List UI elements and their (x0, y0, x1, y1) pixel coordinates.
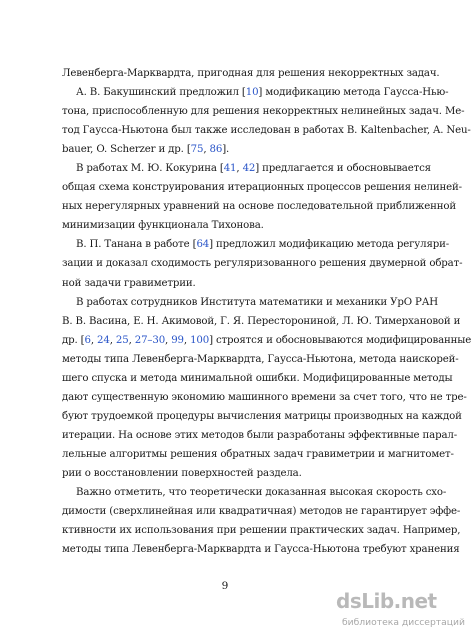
text-line: ной задачи гравиметрии. (62, 277, 196, 289)
text-line: общая схема конструирования итерационных процессов решения нелиней- (62, 182, 462, 194)
citation-link[interactable]: 10 (245, 87, 259, 99)
text-line: др. [6, 24, 25, 27–30, 99, 100] строятся и обосновываются модифицированные (62, 334, 471, 346)
text-line: В работах М. Ю. Кокурина [41, 42] предлагается и обосновывается (76, 163, 431, 175)
citation-link[interactable]: 75 (190, 144, 204, 156)
text-line: ных нерегулярных уравнений на основе последовательной приближенной (62, 201, 456, 213)
page-number: 9 (221, 580, 229, 592)
citation-link[interactable]: 42 (242, 163, 256, 175)
text-line: тона, приспособленную для решения некорректных нелинейных задач. Ме- (62, 106, 465, 118)
text-line: Левенберга-Марквардта, пригодная для решения некорректных задач. (62, 68, 440, 79)
text-line: минимизации функционала Тихонова. (62, 220, 264, 232)
citation-link[interactable]: 64 (196, 239, 210, 251)
watermark-logo: dsLib.net (336, 589, 437, 613)
text-line: В работах сотрудников Института математики и механики УрО РАН (76, 296, 439, 308)
citation-link[interactable]: 99 (171, 334, 184, 346)
text-line: рии о восстановлении поверхностей раздела. (62, 467, 302, 479)
citation-link[interactable]: 25 (115, 334, 129, 346)
text-line: димости (сверхлинейная или квадратичная) методов не гарантирует эффе- (62, 506, 461, 518)
text-line: буют трудоемкой процедуры вычисления матрицы производных на каждой (62, 410, 462, 422)
body-text (62, 64, 471, 559)
text-line: В. П. Танана в работе [64] предложил модификацию метода регуляри- (76, 239, 450, 251)
text-line: итерации. На основе этих методов были разработаны эффективные парал- (62, 429, 457, 441)
text-line: методы типа Левенберга-Марквардта и Гаусса-Ньютона требуют хранения (62, 544, 460, 556)
text-line: зации и доказал сходимость регуляризованного решения двумерной обрат- (62, 258, 463, 270)
citation-link[interactable]: 86 (209, 144, 223, 156)
text-line: дают существенную экономию машинного времени за счет того, что не тре- (62, 391, 467, 403)
citation-link[interactable]: 100 (190, 334, 210, 346)
text-line: шего спуска и метода минимальной ошибки. Модифицированные методы (62, 372, 453, 384)
citation-link[interactable]: 24 (97, 334, 110, 346)
text-line: тод Гаусса-Ньютона был также исследован в работах B. Kaltenbacher, A. Neu- (62, 125, 471, 137)
citation-link[interactable]: 27–30 (134, 334, 166, 346)
watermark-subtitle: библиотека диссертаций (342, 617, 465, 628)
text-line: bauer, O. Scherzer и др. [75, 86]. (62, 144, 230, 156)
text-line: лельные алгоритмы решения обратных задач гравиметрии и магнитомет- (62, 448, 454, 460)
citation-link[interactable]: 41 (223, 163, 237, 175)
text-line: Важно отметить, что теоретически доказанная высокая скорость схо- (76, 487, 447, 499)
watermark (336, 589, 465, 633)
text-line: методы типа Левенберга-Марквардта, Гаусса-Ньютона, метода наискорей- (62, 353, 459, 365)
text-line: В. В. Васина, Е. Н. Акимовой, Г. Я. Пересторониной, Л. Ю. Тимерхановой и (62, 315, 461, 327)
text-line: ктивности их использования при решении практических задач. Например, (62, 525, 461, 537)
citation-link[interactable]: 6 (84, 334, 91, 346)
text-line: А. В. Бакушинский предложил [10] модификацию метода Гаусса-Нью- (76, 87, 449, 99)
